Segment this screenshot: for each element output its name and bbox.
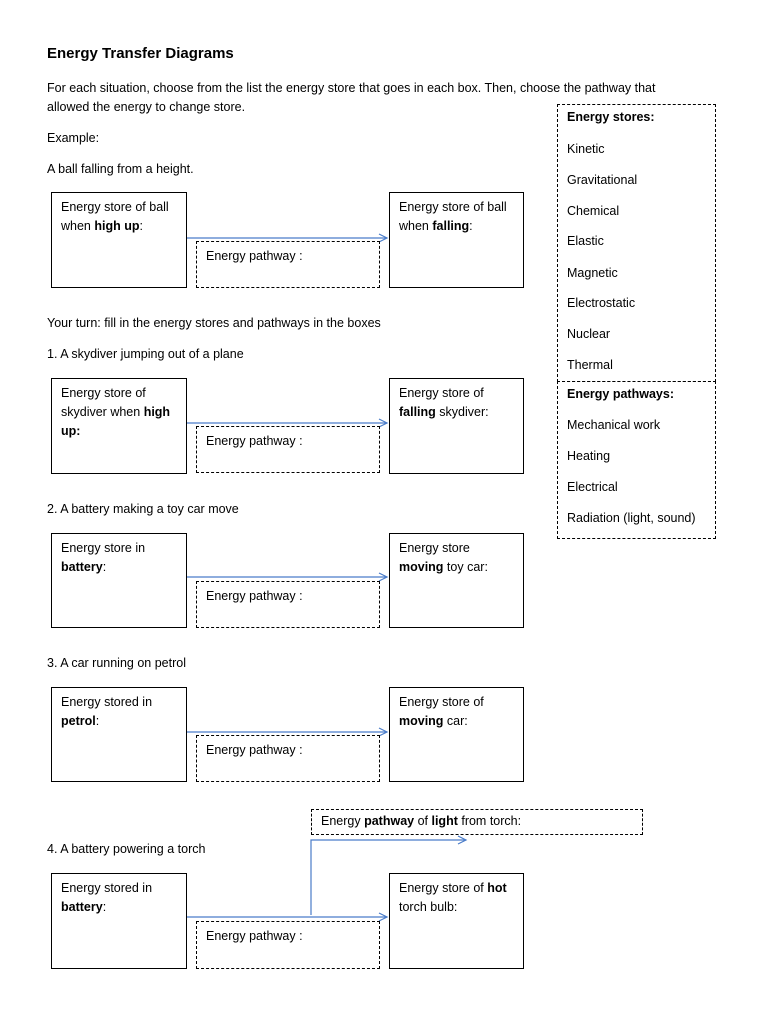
store-item: Nuclear xyxy=(567,327,611,341)
q1-right-suffix: skydiver: xyxy=(435,405,489,419)
q3-left-box[interactable] xyxy=(51,687,187,782)
q1-right-bold: falling xyxy=(399,405,436,419)
q1-pathway-label: Energy pathway : xyxy=(206,434,303,448)
q3-pathway-box[interactable] xyxy=(196,735,380,782)
q1-left-box[interactable] xyxy=(51,378,187,474)
example-left-text: Energy store of ball xyxy=(61,200,169,214)
example-right-text: Energy store of ball xyxy=(399,200,507,214)
example-label: Example: xyxy=(47,131,100,145)
q1-left-line2: skydiver when xyxy=(61,405,144,419)
store-item: Electrostatic xyxy=(567,296,636,310)
energy-pathways-list xyxy=(557,381,716,539)
energy-stores-title: Energy stores: xyxy=(567,110,655,124)
q1-left-line1: Energy store of xyxy=(61,386,146,400)
q2-pathway-box[interactable] xyxy=(196,581,380,628)
store-item: Kinetic xyxy=(567,142,605,156)
example-right-suffix: : xyxy=(469,219,473,233)
q4-pathway-box[interactable] xyxy=(196,921,380,969)
pathway-item: Radiation (light, sound) xyxy=(567,511,696,525)
q2-pathway-label: Energy pathway : xyxy=(206,589,303,603)
page-title: Energy Transfer Diagrams xyxy=(47,45,234,62)
q4-left-box[interactable] xyxy=(51,873,187,969)
q1-pathway-box[interactable] xyxy=(196,426,380,473)
q3-left-suffix: : xyxy=(95,714,100,728)
example-left-bold: high up xyxy=(94,219,140,233)
q3-right-suffix: car: xyxy=(443,714,468,728)
q2-left-box[interactable] xyxy=(51,533,187,628)
q4-pathway-label: Energy pathway : xyxy=(206,929,303,943)
q4-light-b2: light xyxy=(431,814,458,828)
pathway-item: Heating xyxy=(567,449,611,463)
instructions-line-1: For each situation, choose from the list the energy store that goes in each box. Then, choose the pathway that xyxy=(47,81,656,95)
example-right-box xyxy=(389,192,524,288)
q1-left-bold: high xyxy=(143,405,171,419)
q2-right-line1: Energy store xyxy=(399,541,470,555)
q1-right-line1: Energy store of xyxy=(399,386,484,400)
q2-left-suffix: : xyxy=(102,560,107,574)
q4-light-p2: of xyxy=(414,814,432,828)
q4-light-pathway-box[interactable] xyxy=(311,809,643,835)
example-left-mid: when xyxy=(61,219,95,233)
q2-right-suffix: toy car: xyxy=(443,560,488,574)
q4-left-line1: Energy stored in xyxy=(61,881,153,895)
q1-heading: 1. A skydiver jumping out of a plane xyxy=(47,347,244,361)
q3-right-box[interactable] xyxy=(389,687,524,782)
example-right-bold: falling xyxy=(432,219,470,233)
q2-left-line1: Energy store in xyxy=(61,541,146,555)
your-turn-text: Your turn: fill in the energy stores and pathways in the boxes xyxy=(47,316,381,330)
example-left-suffix: : xyxy=(139,219,143,233)
q2-left-bold: battery xyxy=(61,560,103,574)
example-pathway-box xyxy=(196,241,380,288)
q4-heading: 4. A battery powering a torch xyxy=(47,842,206,856)
q3-right-line1: Energy store of xyxy=(399,695,484,709)
example-pathway-label: Energy pathway : xyxy=(206,249,303,263)
q3-heading: 3. A car running on petrol xyxy=(47,656,186,670)
store-item: Magnetic xyxy=(567,266,618,280)
q4-left-suffix: : xyxy=(102,900,107,914)
q1-left-suffix: : xyxy=(76,424,81,438)
store-item: Chemical xyxy=(567,204,620,218)
q4-left-bold: battery xyxy=(61,900,103,914)
store-item: Gravitational xyxy=(567,173,638,187)
q1-left-line3: up xyxy=(61,424,77,438)
q1-right-box[interactable] xyxy=(389,378,524,474)
energy-stores-list xyxy=(557,104,716,382)
q2-heading: 2. A battery making a toy car move xyxy=(47,502,239,516)
q3-pathway-label: Energy pathway : xyxy=(206,743,303,757)
example-left-box xyxy=(51,192,187,288)
q3-left-bold: petrol xyxy=(61,714,96,728)
q2-right-box[interactable] xyxy=(389,533,524,628)
q4-right-prefix: Energy store of xyxy=(399,881,488,895)
q2-right-bold: moving xyxy=(399,560,444,574)
example-right-mid: when xyxy=(399,219,433,233)
q4-light-p1: Energy xyxy=(321,814,365,828)
q3-left-line1: Energy stored in xyxy=(61,695,153,709)
energy-pathways-title: Energy pathways: xyxy=(567,387,674,401)
pathway-item: Mechanical work xyxy=(567,418,661,432)
q3-right-bold: moving xyxy=(399,714,444,728)
q4-right-box[interactable] xyxy=(389,873,524,969)
q4-right-bold: hot xyxy=(487,881,507,895)
store-item: Elastic xyxy=(567,234,604,248)
example-situation: A ball falling from a height. xyxy=(47,162,194,176)
store-item: Thermal xyxy=(567,358,613,372)
q4-light-b1: pathway xyxy=(364,814,415,828)
instructions-line-2: allowed the energy to change store. xyxy=(47,100,246,114)
q4-right-line2: torch bulb: xyxy=(399,900,458,914)
pathway-item: Electrical xyxy=(567,480,618,494)
q4-light-p3: from torch: xyxy=(457,814,522,828)
